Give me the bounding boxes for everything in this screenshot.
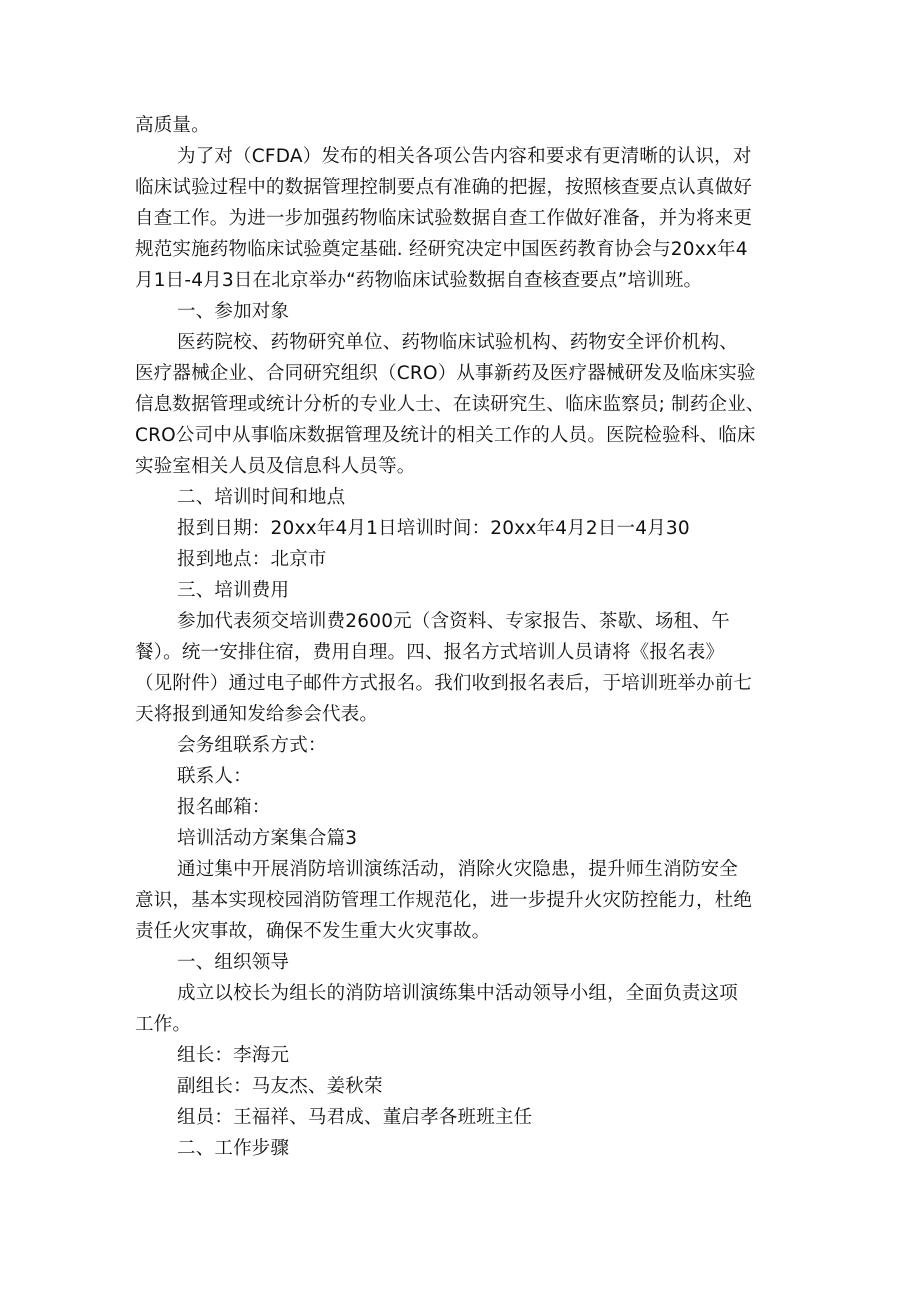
text-line: 联系人： (177, 766, 252, 787)
text-line: 为了对（CFDA）发布的相关各项公告内容和要求有更清晰的认识，对 (177, 146, 752, 167)
text-line: 组长：李海元 (177, 1045, 290, 1066)
text-line: 实验室相关人员及信息科人员等。 (135, 456, 416, 477)
text-line: 培训活动方案集合篇3 (177, 828, 358, 849)
text-line: 自查工作。为进一步加强药物临床试验数据自查工作做好准备，并为将来更 (135, 208, 753, 229)
text-line: 高质量。 (135, 115, 210, 136)
text-line: 组员：王福祥、马君成、董启孝各班班主任 (177, 1107, 533, 1128)
text-line: 会务组联系方式： (177, 735, 327, 756)
text-line: 医药院校、药物研究单位、药物临床试验机构、药物安全评价机构、 (177, 332, 739, 353)
text-line: 月1日-4月3日在北京举办“药物临床试验数据自查核查要点”培训班。 (135, 270, 703, 291)
text-line: 工作。 (135, 1014, 192, 1035)
text-line: 医疗器械企业、合同研究组织（CRO）从事新药及医疗器械研发及临床实验 (135, 363, 756, 384)
text-line: 临床试验过程中的数据管理控制要点有准确的把握，按照核查要点认真做好 (135, 177, 753, 198)
text-line: 报到地点：北京市 (177, 549, 327, 570)
text-line: 二、工作步骤 (177, 1138, 290, 1159)
text-line: 副组长：马友杰、姜秋荣 (177, 1076, 383, 1097)
text-line: 餐）。统一安排住宿，费用自理。四、报名方式培训人员请将《报名表》 (135, 642, 725, 663)
document-page (135, 110, 795, 1164)
text-line: 意识，基本实现校园消防管理工作规范化，进一步提升火灾防控能力，杜绝 (135, 890, 753, 911)
text-line: 规范实施药物临床试验奠定基础. 经研究决定中国医药教育协会与20xx年4 (135, 239, 748, 260)
text-line: （见附件）通过电子邮件方式报名。我们收到报名表后，于培训班举办前七 (135, 673, 753, 694)
text-line: 天将报到通知发给参会代表。 (135, 704, 379, 725)
text-line: 参加代表须交培训费2600元（含资料、专家报告、茶歇、场租、午 (177, 611, 730, 632)
text-line: 责任火灾事故，确保不发生重大火灾事故。 (135, 921, 491, 942)
text-line: 一、参加对象 (177, 301, 290, 322)
text-line: 一、组织领导 (177, 952, 290, 973)
text-line: 通过集中开展消防培训演练活动，消除火灾隐患，提升师生消防安全 (177, 859, 739, 880)
text-line: CRO公司中从事临床数据管理及统计的相关工作的人员。医院检验科、临床 (135, 425, 756, 446)
text-line: 报名邮箱： (177, 797, 271, 818)
text-line: 信息数据管理或统计分析的专业人士、在读研究生、临床监察员; 制药企业、 (135, 394, 765, 415)
text-line: 成立以校长为组长的消防培训演练集中活动领导小组，全面负责这项 (177, 983, 739, 1004)
text-line: 三、培训费用 (177, 580, 290, 601)
text-line: 报到日期：20xx年4月1日培训时间：20xx年4月2日一4月30 (177, 518, 690, 539)
text-line: 二、培训时间和地点 (177, 487, 346, 508)
